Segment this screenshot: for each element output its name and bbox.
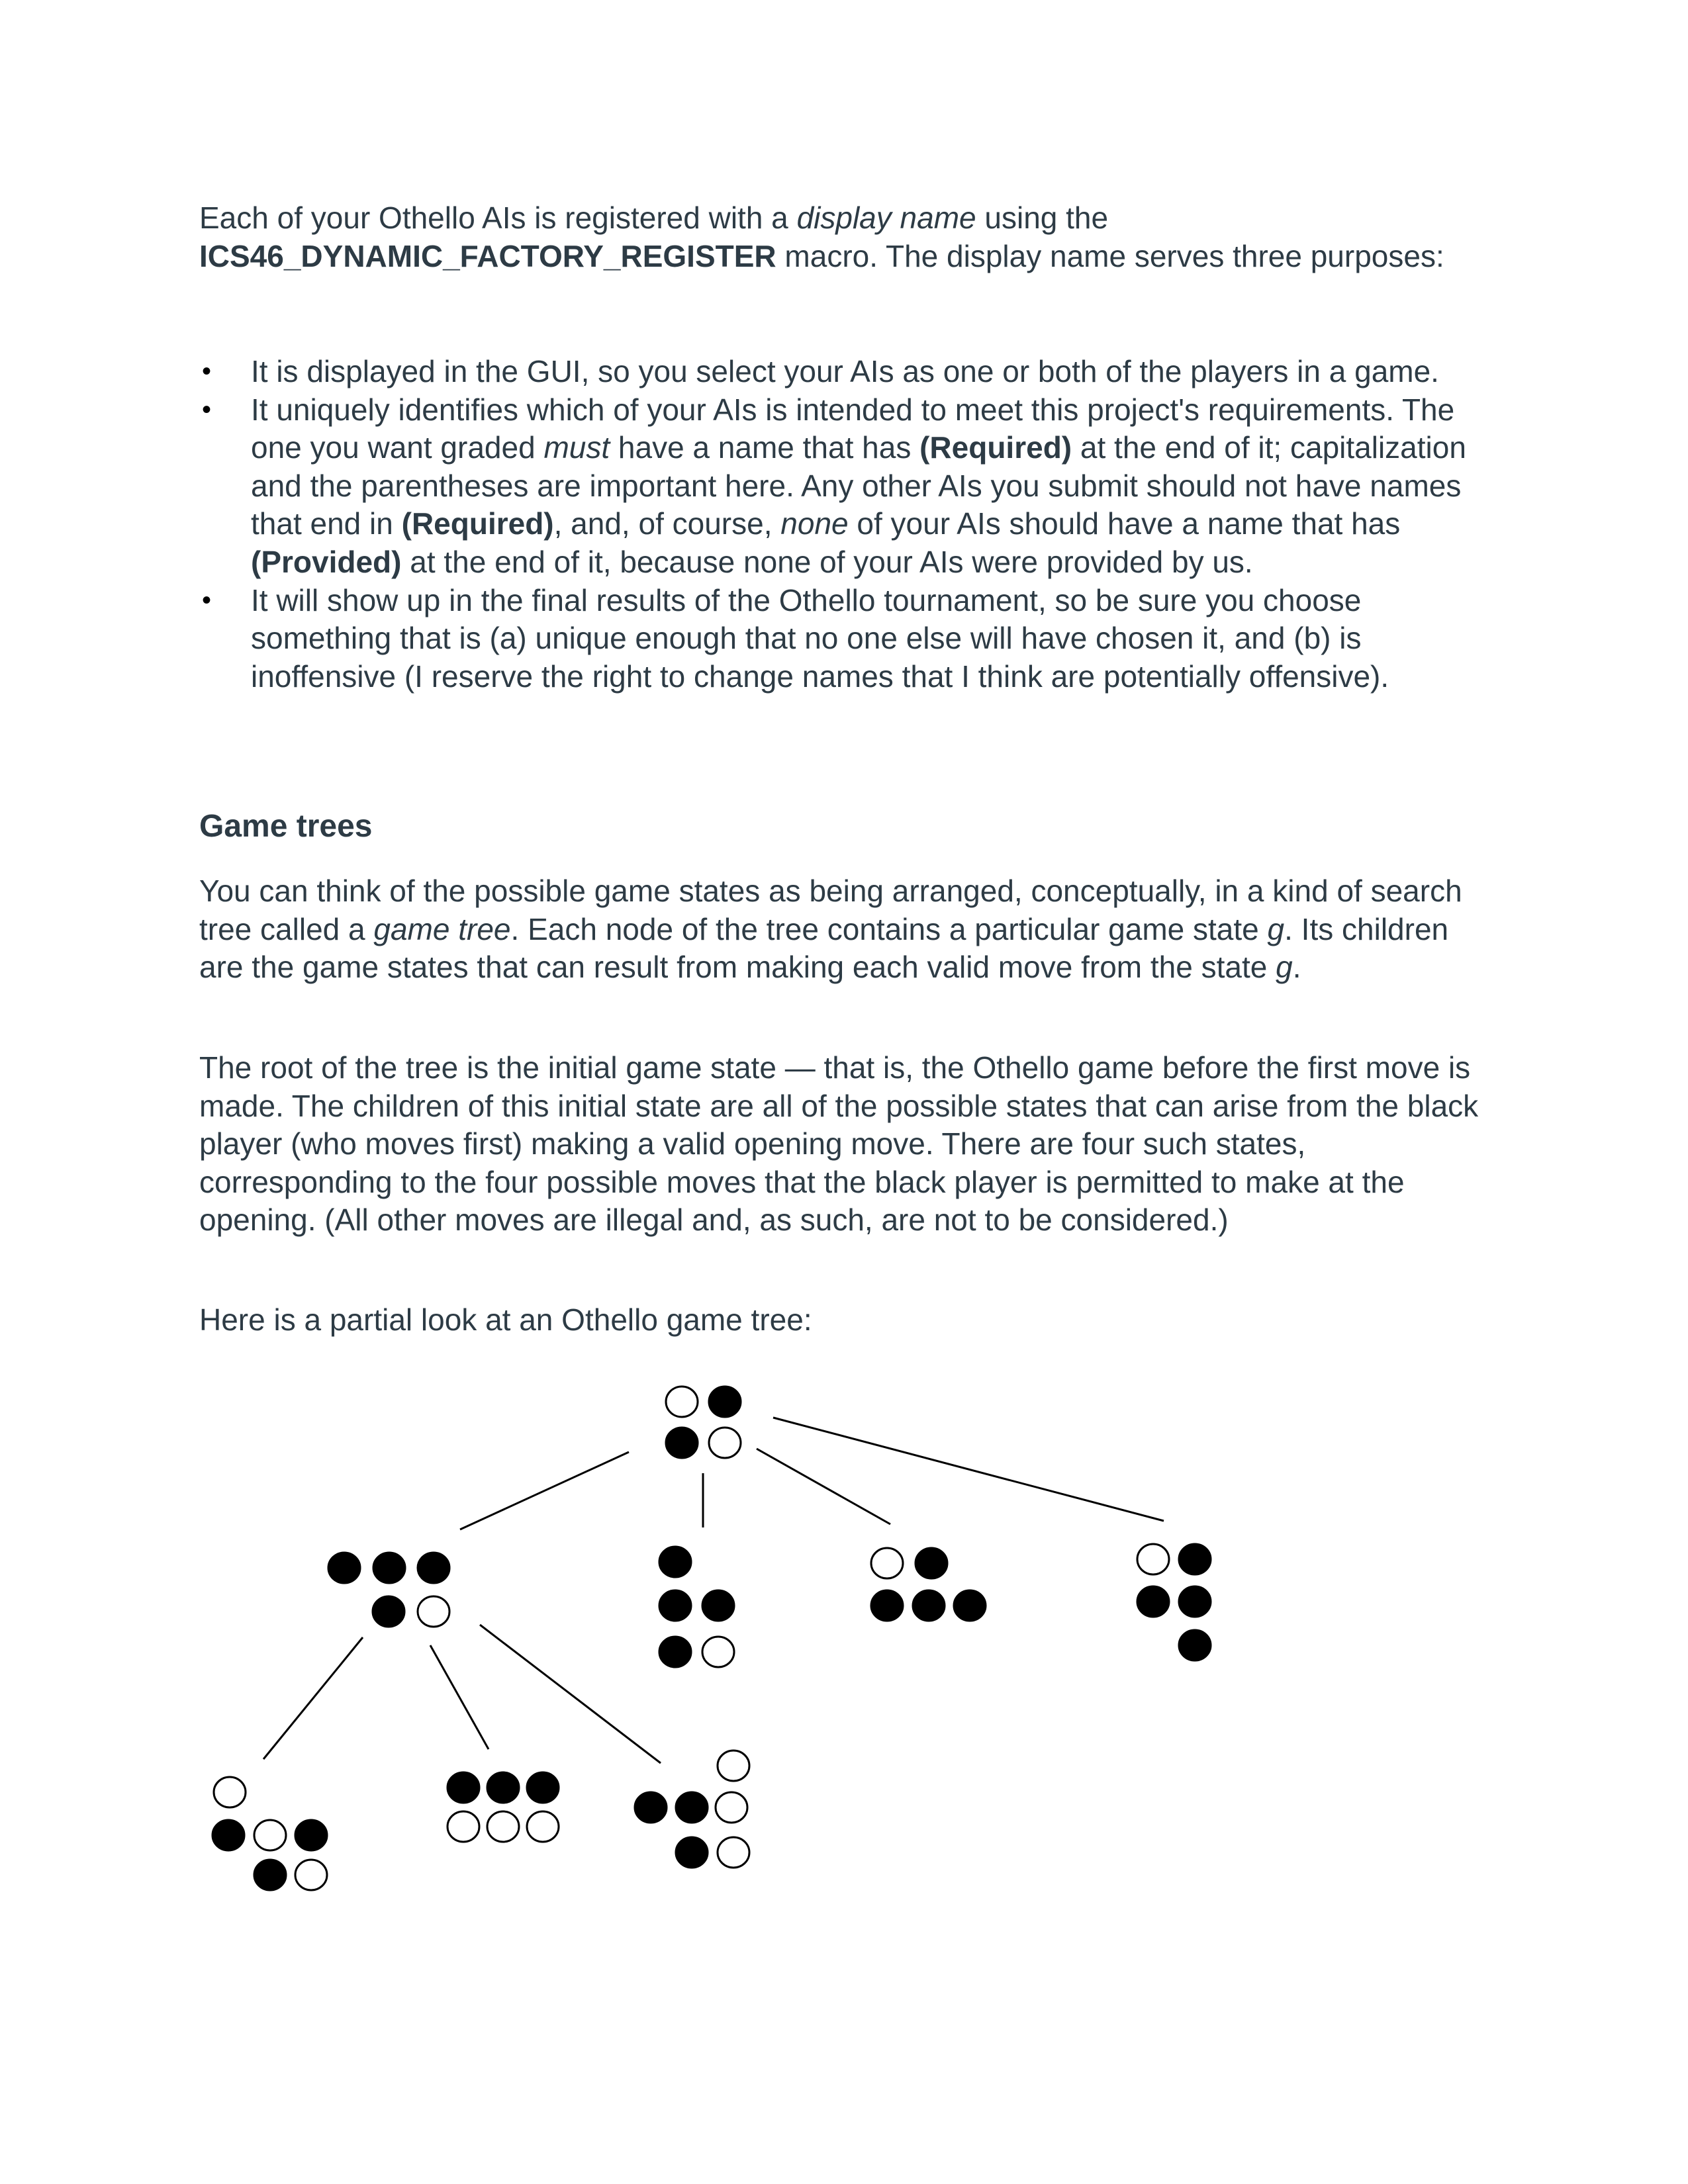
black-piece — [527, 1772, 559, 1803]
white-piece — [527, 1811, 559, 1842]
section-heading: Game trees — [199, 809, 373, 844]
black-piece — [328, 1553, 360, 1583]
tree-edge — [460, 1452, 629, 1529]
black-piece — [487, 1772, 519, 1803]
black-piece — [954, 1590, 986, 1621]
black-piece — [1137, 1586, 1169, 1617]
black-piece — [1179, 1586, 1211, 1617]
white-piece — [254, 1820, 286, 1850]
black-piece — [418, 1553, 449, 1583]
white-piece — [418, 1596, 449, 1627]
tree-node-root — [666, 1387, 741, 1458]
tree-node-child-2 — [659, 1547, 734, 1667]
tree-node-child-3 — [871, 1548, 986, 1621]
black-piece — [254, 1860, 286, 1890]
text-run: macro. The display name serves three purposes: — [776, 238, 1444, 273]
white-piece — [447, 1811, 479, 1842]
black-piece — [676, 1837, 708, 1868]
text-run: It uniquely identifies which of your AIs is intended to meet this project's requirements. The one you want graded — [251, 392, 1455, 465]
black-piece — [212, 1820, 244, 1850]
text-run: It will show up in the final results of the Othello tournament, so be sure you choose something that is (a) unique enough that no one else will have chosen it, and (b) is inoffensive (I reserve the right to change names that I think are potentially offensive). — [251, 582, 1389, 694]
white-piece — [718, 1837, 749, 1868]
text-run: have a name that has — [610, 430, 920, 465]
text-run: You can think of the possible game states as being arranged, conceptually, in a kind of search tree called a — [199, 874, 1462, 946]
italic-text: none — [780, 506, 849, 541]
bold-text: (Required) — [401, 506, 554, 541]
text-run: . Its children are the game states that can result from making each valid move from the state — [199, 911, 1449, 985]
tree-edge — [773, 1418, 1164, 1521]
black-piece — [1179, 1544, 1211, 1574]
white-piece — [702, 1637, 734, 1667]
white-piece — [709, 1428, 741, 1458]
white-piece — [718, 1751, 749, 1781]
bold-text: (Provided) — [251, 544, 402, 579]
white-piece — [295, 1860, 327, 1890]
black-piece — [709, 1387, 741, 1417]
white-piece — [214, 1777, 246, 1807]
black-piece — [666, 1428, 698, 1458]
black-piece — [702, 1590, 734, 1621]
italic-text: must — [543, 430, 610, 465]
white-piece — [487, 1811, 519, 1842]
black-piece — [915, 1548, 947, 1578]
bold-text: ICS46_DYNAMIC_FACTORY_REGISTER — [199, 238, 776, 273]
tree-edge — [263, 1637, 363, 1759]
text-run: , and, of course, — [553, 506, 781, 541]
black-piece — [659, 1547, 691, 1577]
text-run: at the end of it; capitalization and the parentheses are important here. Any other AIs you submit should not have names that end in — [251, 430, 1466, 541]
text-run: of your AIs should have a name that has — [848, 506, 1401, 541]
black-piece — [635, 1792, 667, 1823]
white-piece — [716, 1792, 747, 1823]
italic-text: game tree — [373, 911, 511, 946]
text-run: using the — [976, 201, 1109, 235]
text-run: at the end of it, because none of your AIs were provided by us. — [401, 544, 1253, 579]
black-piece — [659, 1590, 691, 1621]
white-piece — [871, 1548, 903, 1578]
black-piece — [659, 1637, 691, 1667]
tree-edge — [757, 1449, 890, 1524]
text-run: Here is a partial look at an Othello game tree: — [199, 1302, 812, 1337]
black-piece — [447, 1772, 479, 1803]
italic-text: display name — [796, 201, 976, 235]
black-piece — [913, 1590, 945, 1621]
text-run: . Each node of the tree contains a particular game state — [510, 911, 1268, 946]
text-run: It is displayed in the GUI, so you select your AIs as one or both of the players in a game. — [251, 354, 1439, 388]
tree-edge — [480, 1625, 661, 1763]
black-piece — [676, 1792, 708, 1823]
tree-node-grandchild-3 — [635, 1751, 749, 1868]
italic-text: g — [1267, 911, 1285, 946]
black-piece — [373, 1596, 404, 1627]
bold-text: (Required) — [919, 430, 1072, 465]
text-run: . — [1292, 950, 1301, 985]
text-run: The root of the tree is the initial game state — that is, the Othello game before the first move is made. The children of this initial state are all of the possible states that can arise from the black player (who moves first) making a valid opening move. There are four such states, corresponding to the four possible moves that the black player is permitted to make at the opening. (All other moves are illegal and, as such, are not to be considered.) — [199, 1050, 1479, 1238]
white-piece — [1137, 1544, 1169, 1574]
tree-node-child-1 — [328, 1553, 449, 1627]
black-piece — [295, 1820, 327, 1850]
tree-node-grandchild-1 — [212, 1777, 327, 1890]
tree-node-child-4 — [1137, 1544, 1211, 1661]
white-piece — [666, 1387, 698, 1417]
black-piece — [871, 1590, 903, 1621]
text-run: Each of your Othello AIs is registered with a — [199, 201, 797, 235]
tree-edge — [430, 1645, 489, 1749]
black-piece — [373, 1553, 405, 1583]
black-piece — [1179, 1630, 1211, 1661]
italic-text: g — [1276, 950, 1293, 985]
tree-node-grandchild-2 — [447, 1772, 559, 1842]
